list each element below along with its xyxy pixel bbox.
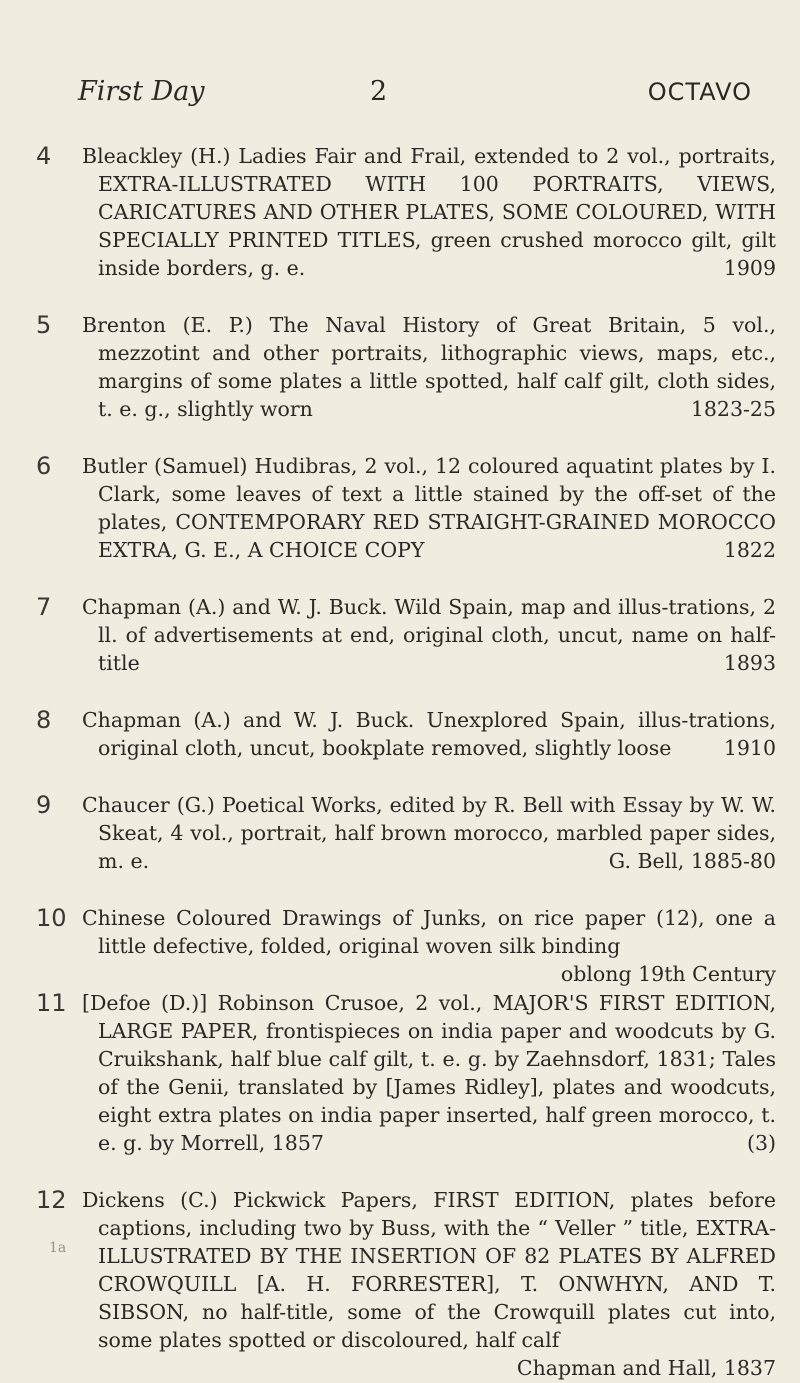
lot-date: Chapman and Hall, 1837 <box>516 1356 776 1380</box>
lot-number: 9 <box>36 791 52 819</box>
lot-number: 8 <box>36 706 52 734</box>
header-day: First Day <box>78 76 205 107</box>
lot-text: Chapman (A.) and W. J. Buck. Wild Spain, map and illus-trations, 2 ll. of advertisements at end, original cloth, uncut, name on half-title <box>82 595 776 675</box>
lot-description <box>82 142 776 282</box>
lot-text: Butler (Samuel) Hudibras, 2 vol., 12 coloured aquatint plates by I. Clark, some leaves of text a little stained by the off-set of the plates, CONTEMPORARY RED STRAIGHT-GRAINED MOROCCO EXTRA, G. E., A CHOICE COPY <box>82 454 776 562</box>
lot-date: G. Bell, 1885-80 <box>608 849 776 873</box>
lot-description <box>82 706 776 762</box>
lot-entry <box>0 989 800 1157</box>
header-page-number: 2 <box>370 76 388 107</box>
lot-entry <box>0 706 800 762</box>
lot-entry <box>0 791 800 875</box>
lot-date: (3) <box>746 1131 776 1155</box>
lot-number: 4 <box>36 142 52 170</box>
lot-date: 1893 <box>723 651 776 675</box>
lot-number: 11 <box>36 989 67 1017</box>
lot-text: [Defoe (D.)] Robinson Crusoe, 2 vol., MAJOR'S FIRST EDITION, LARGE PAPER, frontispieces on india paper and woodcuts by G. Cruikshank, half blue calf gilt, t. e. g. by Zaehnsdorf, 1831; Tales of the Genii, translated by [James Ridley], plates and woodcuts, eight extra plates on india paper inserted, half green morocco, t. e. g. by Morrell, 1857 <box>82 991 776 1155</box>
lot-text: Brenton (E. P.) The Naval History of Great Britain, 5 vol., mezzotint and other portraits, lithographic views, maps, etc., margins of some plates a little spotted, half calf gilt, cloth sides, t. e. g., slightly worn <box>82 313 776 421</box>
lot-date: 1823-25 <box>690 397 776 421</box>
lot-entry <box>0 452 800 564</box>
lot-description <box>82 989 776 1157</box>
lot-text: Chapman (A.) and W. J. Buck. Unexplored Spain, illus-trations, original cloth, uncut, bookplate removed, slightly loose <box>82 708 776 760</box>
lot-description <box>82 311 776 423</box>
lot-description <box>82 1186 776 1380</box>
lot-entry <box>0 142 800 282</box>
header-section: OCTAVO <box>647 78 752 106</box>
lot-text: Chinese Coloured Drawings of Junks, on rice paper (12), one a little defective, folded, original woven silk binding <box>82 906 776 958</box>
lot-date: 1910 <box>723 736 776 760</box>
lot-description <box>82 904 776 986</box>
lot-number: 5 <box>36 311 52 339</box>
lot-description <box>82 452 776 564</box>
page-header <box>0 76 800 116</box>
lot-list <box>0 142 800 1383</box>
lot-date: oblong 19th Century <box>560 962 776 986</box>
lot-entry <box>0 904 800 986</box>
lot-entry <box>0 1186 800 1380</box>
lot-number: 10 <box>36 904 67 932</box>
lot-number: 6 <box>36 452 52 480</box>
lot-number: 7 <box>36 593 52 621</box>
lot-entry <box>0 311 800 423</box>
lot-text: Chaucer (G.) Poetical Works, edited by R. Bell with Essay by W. W. Skeat, 4 vol., portrait, half brown morocco, marbled paper sides, m. e. <box>82 793 776 873</box>
lot-entry <box>0 593 800 677</box>
lot-description <box>82 791 776 875</box>
lot-text: Bleackley (H.) Ladies Fair and Frail, extended to 2 vol., portraits, EXTRA-ILLUSTRATED WITH 100 PORTRAITS, VIEWS, CARICATURES AND OTHER PLATES, SOME COLOURED, WITH SPECIALLY PRINTED TITLES, green crushed morocco gilt, gilt inside borders, g. e. <box>82 144 776 280</box>
page-signature-mark: 1a <box>49 1240 67 1256</box>
lot-description <box>82 593 776 677</box>
lot-text: Dickens (C.) Pickwick Papers, FIRST EDITION, plates before captions, including two by Buss, with the “ Veller ” title, EXTRA-ILLUSTRATED BY THE INSERTION OF 82 PLATES BY ALFRED CROWQUILL [A. H. FORRESTER], T. ONWHYN, AND T. SIBSON, no half-title, some of the Crowquill plates cut into, some plates spotted or discoloured, half calf <box>82 1188 776 1352</box>
lot-date: 1909 <box>723 256 776 280</box>
lot-number: 12 <box>36 1186 67 1214</box>
lot-date: 1822 <box>723 538 776 562</box>
